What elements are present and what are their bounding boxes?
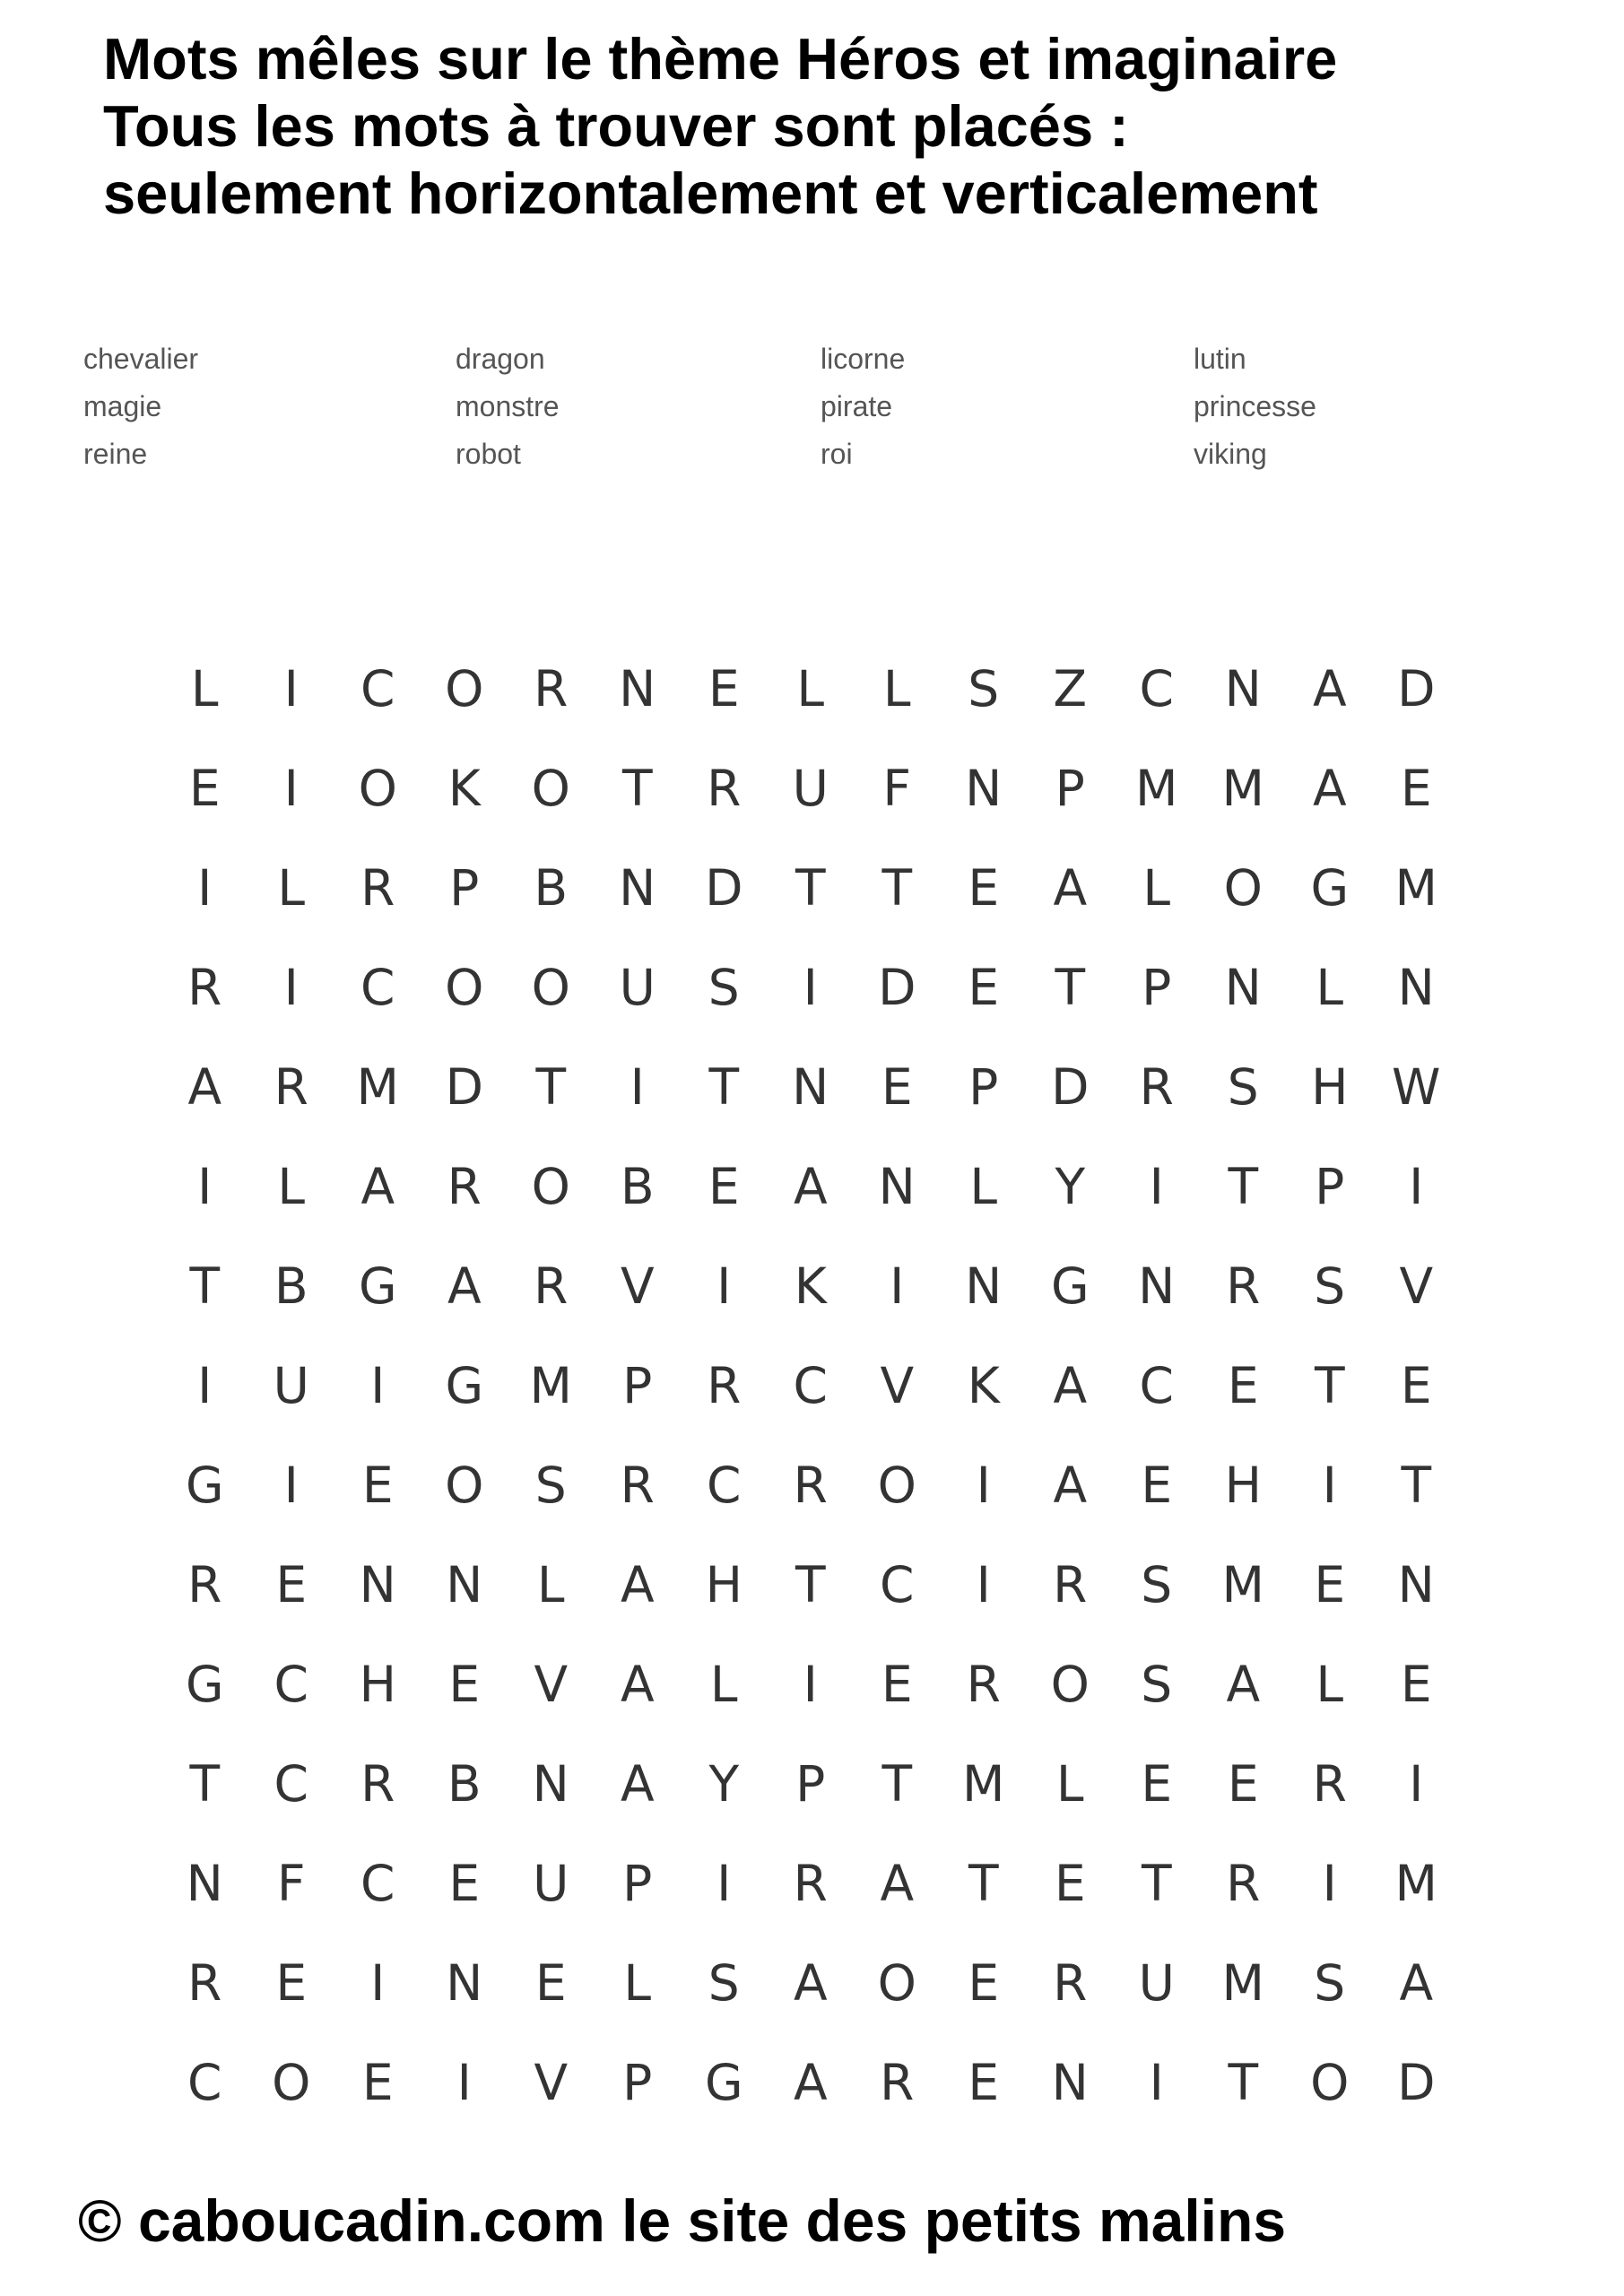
grid-letter: P <box>449 859 480 917</box>
grid-letter: A <box>620 1556 655 1613</box>
grid-letter: I <box>803 1656 818 1713</box>
grid-letter: O <box>531 1158 570 1215</box>
grid-letter: G <box>704 2054 743 2111</box>
grid-letter: E <box>968 2054 1000 2111</box>
grid-letter: S <box>708 959 740 1016</box>
grid-letter: I <box>370 1357 386 1414</box>
grid-letter: L <box>1316 1656 1344 1713</box>
grid-letter: T <box>189 1257 221 1315</box>
grid-letter: M <box>1221 760 1264 817</box>
grid-letter: D <box>1397 2054 1436 2111</box>
grid-letter: N <box>965 1257 1003 1315</box>
grid-letter: P <box>1055 760 1085 817</box>
grid-letter: V <box>620 1257 655 1315</box>
grid-letter: P <box>795 1755 826 1813</box>
grid-letter: R <box>1053 1954 1088 2012</box>
puzzle-instructions-line-2: seulement horizontalement et verticalement <box>103 161 1318 226</box>
grid-letter: O <box>877 1954 916 2012</box>
grid-letter: S <box>1141 1556 1173 1613</box>
grid-letter: M <box>1221 1556 1264 1613</box>
word-list-item: roi <box>821 438 853 470</box>
grid-letter: L <box>882 660 911 718</box>
word-list-item: dragon <box>456 343 545 375</box>
grid-letter: E <box>881 1058 913 1116</box>
grid-letter: A <box>620 1656 655 1713</box>
grid-letter: T <box>1401 1457 1432 1514</box>
grid-letter: S <box>1314 1257 1346 1315</box>
grid-letter: E <box>1141 1457 1173 1514</box>
grid-letter: E <box>708 660 740 718</box>
grid-letter: O <box>1310 2054 1350 2111</box>
grid-letter: T <box>535 1058 567 1116</box>
grid-letter: K <box>967 1357 1000 1414</box>
grid-letter: E <box>1314 1556 1346 1613</box>
grid-letter: T <box>189 1755 221 1813</box>
grid-letter: N <box>359 1556 396 1613</box>
grid-letter: G <box>358 1257 397 1315</box>
grid-letter: C <box>187 2054 222 2111</box>
grid-letter: I <box>456 2054 472 2111</box>
grid-letter: I <box>370 1954 386 2012</box>
grid-letter: I <box>283 1457 299 1514</box>
grid-letter: I <box>197 859 213 917</box>
grid-letter: Y <box>708 1755 740 1813</box>
grid-letter: P <box>622 1357 653 1414</box>
grid-letter: E <box>275 1556 308 1613</box>
grid-letter: R <box>360 1755 395 1813</box>
grid-letter: I <box>197 1158 213 1215</box>
grid-letter: N <box>1397 959 1435 1016</box>
grid-letter: I <box>716 1257 732 1315</box>
grid-letter: M <box>1135 760 1178 817</box>
grid-letter: N <box>792 1058 829 1116</box>
grid-letter: C <box>360 959 395 1016</box>
grid-letter: R <box>274 1058 308 1116</box>
grid-letter: G <box>185 1656 224 1713</box>
word-list-item: magie <box>83 390 162 422</box>
grid-letter: I <box>1149 2054 1164 2111</box>
grid-letter: Z <box>1053 660 1088 718</box>
grid-letter: O <box>531 760 570 817</box>
grid-letter: P <box>622 2054 653 2111</box>
grid-letter: S <box>968 660 1000 718</box>
grid-letter: G <box>1050 1257 1090 1315</box>
grid-letter: T <box>708 1058 740 1116</box>
grid-letter: N <box>619 859 656 917</box>
grid-letter: E <box>881 1656 913 1713</box>
grid-letter: N <box>1224 660 1262 718</box>
grid-letter: T <box>1228 1158 1259 1215</box>
grid-letter: E <box>1054 1855 1086 1912</box>
grid-letter: I <box>890 1257 905 1315</box>
grid-letter: C <box>360 660 395 718</box>
grid-letter: G <box>445 1357 484 1414</box>
grid-letter: C <box>274 1755 308 1813</box>
grid-letter: L <box>709 1656 738 1713</box>
grid-letter: E <box>1400 1357 1432 1414</box>
puzzle-header <box>103 25 1592 227</box>
grid-letter: D <box>705 859 743 917</box>
grid-letter: R <box>966 1656 1001 1713</box>
word-list-item: monstre <box>456 390 560 422</box>
grid-letter: D <box>878 959 916 1016</box>
grid-letter: E <box>448 1656 481 1713</box>
grid-letter: A <box>187 1058 222 1116</box>
grid-letter: E <box>361 1457 394 1514</box>
grid-letter: L <box>796 660 825 718</box>
grid-letter: O <box>445 1457 484 1514</box>
grid-letter: I <box>197 1357 213 1414</box>
grid-letter: E <box>708 1158 740 1215</box>
grid-letter: A <box>1226 1656 1261 1713</box>
grid-letter: A <box>793 1158 828 1215</box>
grid-letter: L <box>536 1556 565 1613</box>
grid-letter: L <box>1142 859 1171 917</box>
grid-letter: N <box>965 760 1003 817</box>
grid-letter: U <box>533 1855 569 1912</box>
grid-letter: E <box>1227 1357 1259 1414</box>
grid-letter: U <box>273 1357 309 1414</box>
grid-letter: R <box>1312 1755 1347 1813</box>
grid-letter: B <box>534 859 569 917</box>
grid-letter: E <box>1141 1755 1173 1813</box>
grid-letter: D <box>1051 1058 1090 1116</box>
grid-letter: R <box>447 1158 482 1215</box>
grid-letter: N <box>1224 959 1262 1016</box>
grid-letter: A <box>793 1954 828 2012</box>
grid-letter: H <box>359 1656 396 1713</box>
grid-letter: A <box>620 1755 655 1813</box>
grid-letter: S <box>1141 1656 1173 1713</box>
grid-letter: C <box>1139 660 1174 718</box>
grid-letter: E <box>968 859 1000 917</box>
grid-letter: A <box>447 1257 482 1315</box>
word-list-item: reine <box>83 438 148 470</box>
grid-letter: R <box>360 859 395 917</box>
grid-letter: P <box>622 1855 653 1912</box>
grid-letter: G <box>185 1457 224 1514</box>
grid-letter: O <box>358 760 397 817</box>
grid-letter: E <box>188 760 221 817</box>
grid-letter: Y <box>1055 1158 1086 1215</box>
grid-letter: I <box>803 959 818 1016</box>
grid-letter: O <box>1223 859 1263 917</box>
copyright-footer: © caboucadin.com le site des petits malins <box>78 2187 1287 2254</box>
grid-letter: R <box>880 2054 915 2111</box>
grid-letter: R <box>534 660 569 718</box>
grid-letter: B <box>447 1755 482 1813</box>
grid-letter: M <box>529 1357 572 1414</box>
grid-letter: C <box>1139 1357 1174 1414</box>
grid-letter: I <box>976 1556 991 1613</box>
grid-letter: L <box>277 1158 306 1215</box>
grid-letter: R <box>793 1457 828 1514</box>
grid-letter: T <box>795 859 826 917</box>
grid-letter: R <box>1226 1855 1261 1912</box>
grid-letter: K <box>447 760 481 817</box>
grid-letter: A <box>1053 859 1088 917</box>
grid-letter: F <box>882 760 912 817</box>
word-list-item: pirate <box>821 390 893 422</box>
grid-letter: T <box>968 1855 999 1912</box>
puzzle-title: Mots mêles sur le thème Héros et imaginaire <box>103 26 1338 91</box>
word-list <box>83 335 1536 478</box>
grid-letter: E <box>968 959 1000 1016</box>
grid-letter: M <box>1394 1855 1437 1912</box>
grid-letter: T <box>795 1556 826 1613</box>
grid-letter: E <box>275 1954 308 2012</box>
grid-letter: T <box>881 859 913 917</box>
grid-letter: A <box>1312 660 1347 718</box>
grid-letter: C <box>274 1656 308 1713</box>
puzzle-instructions-line-1: Tous les mots à trouver sont placés : <box>103 93 1129 159</box>
grid-letter: A <box>1312 760 1347 817</box>
grid-letter: P <box>1315 1158 1345 1215</box>
grid-letter: K <box>794 1257 827 1315</box>
grid-letter: L <box>1055 1755 1084 1813</box>
grid-letter: R <box>187 959 222 1016</box>
grid-letter: V <box>534 1656 569 1713</box>
grid-letter: S <box>534 1457 567 1514</box>
grid-letter: E <box>968 1954 1000 2012</box>
grid-letter: S <box>1314 1954 1346 2012</box>
word-list-item: chevalier <box>83 343 199 375</box>
grid-letter: I <box>283 760 299 817</box>
grid-letter: M <box>962 1755 1005 1813</box>
grid-letter: R <box>1053 1556 1088 1613</box>
grid-letter: T <box>1055 959 1086 1016</box>
grid-letter: R <box>187 1556 222 1613</box>
grid-letter: L <box>623 1954 652 2012</box>
grid-letter: I <box>1149 1158 1164 1215</box>
grid-letter: C <box>360 1855 395 1912</box>
grid-letter: P <box>968 1058 999 1116</box>
grid-letter: A <box>1053 1357 1088 1414</box>
grid-letter: T <box>621 760 653 817</box>
grid-letter: B <box>274 1257 308 1315</box>
grid-letter: U <box>792 760 829 817</box>
grid-letter: N <box>1051 2054 1089 2111</box>
grid-letter: M <box>1394 859 1437 917</box>
grid-letter: O <box>877 1457 916 1514</box>
grid-letter: O <box>1050 1656 1090 1713</box>
grid-letter: C <box>707 1457 742 1514</box>
grid-letter: V <box>534 2054 569 2111</box>
grid-letter: I <box>283 660 299 718</box>
grid-letter: E <box>361 2054 394 2111</box>
grid-letter: A <box>880 1855 915 1912</box>
grid-letter: V <box>880 1357 915 1414</box>
grid-letter: L <box>190 660 219 718</box>
grid-letter: E <box>1400 1656 1432 1713</box>
grid-letter: D <box>445 1058 483 1116</box>
grid-letter: T <box>881 1755 913 1813</box>
grid-letter: R <box>187 1954 222 2012</box>
grid-letter: I <box>283 959 299 1016</box>
word-list-item: lutin <box>1194 343 1246 375</box>
grid-letter: T <box>1228 2054 1259 2111</box>
grid-letter: L <box>277 859 306 917</box>
grid-letter: L <box>1316 959 1344 1016</box>
grid-letter: H <box>705 1556 743 1613</box>
grid-letter: H <box>1224 1457 1262 1514</box>
grid-letter: C <box>880 1556 915 1613</box>
grid-letter: N <box>446 1954 483 2012</box>
grid-letter: P <box>1142 959 1172 1016</box>
grid-letter: V <box>1399 1257 1434 1315</box>
grid-letter: L <box>969 1158 998 1215</box>
grid-letter: A <box>1399 1954 1434 2012</box>
grid-letter: I <box>1409 1755 1424 1813</box>
grid-letter: M <box>1221 1954 1264 2012</box>
grid-letter: A <box>360 1158 395 1215</box>
grid-letter: U <box>619 959 656 1016</box>
grid-letter: S <box>708 1954 740 2012</box>
grid-letter: R <box>620 1457 655 1514</box>
grid-letter: M <box>356 1058 399 1116</box>
word-list-item: robot <box>456 438 521 470</box>
grid-letter: I <box>630 1058 645 1116</box>
grid-letter: U <box>1138 1954 1175 2012</box>
grid-letter: D <box>1397 660 1436 718</box>
letter-grid <box>161 639 1471 2133</box>
grid-letter: R <box>793 1855 828 1912</box>
word-list-item: licorne <box>821 343 906 375</box>
grid-letter: I <box>1322 1855 1337 1912</box>
grid-letter: N <box>1397 1556 1435 1613</box>
grid-letter: I <box>716 1855 732 1912</box>
grid-letter: N <box>186 1855 223 1912</box>
grid-letter: N <box>446 1556 483 1613</box>
grid-letter: R <box>707 1357 742 1414</box>
grid-letter: B <box>620 1158 655 1215</box>
grid-letter: W <box>1392 1058 1441 1116</box>
grid-letter: C <box>793 1357 828 1414</box>
grid-letter: R <box>707 760 742 817</box>
grid-letter: F <box>276 1855 306 1912</box>
grid-letter: E <box>534 1954 567 2012</box>
grid-letter: N <box>878 1158 916 1215</box>
grid-letter: I <box>976 1457 991 1514</box>
grid-letter: O <box>445 660 484 718</box>
grid-letter: N <box>619 660 656 718</box>
grid-letter: O <box>531 959 570 1016</box>
grid-letter: O <box>272 2054 311 2111</box>
grid-letter: H <box>1311 1058 1349 1116</box>
grid-letter: G <box>1310 859 1350 917</box>
grid-letter: R <box>1139 1058 1174 1116</box>
grid-letter: I <box>1409 1158 1424 1215</box>
grid-letter: T <box>1314 1357 1345 1414</box>
word-list-item: viking <box>1194 438 1267 470</box>
grid-letter: E <box>1400 760 1432 817</box>
grid-letter: S <box>1227 1058 1259 1116</box>
grid-letter: E <box>448 1855 481 1912</box>
grid-letter: I <box>1322 1457 1337 1514</box>
grid-letter: R <box>534 1257 569 1315</box>
grid-letter: A <box>793 2054 828 2111</box>
grid-letter: N <box>532 1755 569 1813</box>
word-list-item: princesse <box>1194 390 1316 422</box>
grid-letter: T <box>1141 1855 1172 1912</box>
grid-letter: R <box>1226 1257 1261 1315</box>
grid-letter: E <box>1227 1755 1259 1813</box>
grid-letter: N <box>1138 1257 1176 1315</box>
grid-letter: A <box>1053 1457 1088 1514</box>
grid-letter: O <box>445 959 484 1016</box>
